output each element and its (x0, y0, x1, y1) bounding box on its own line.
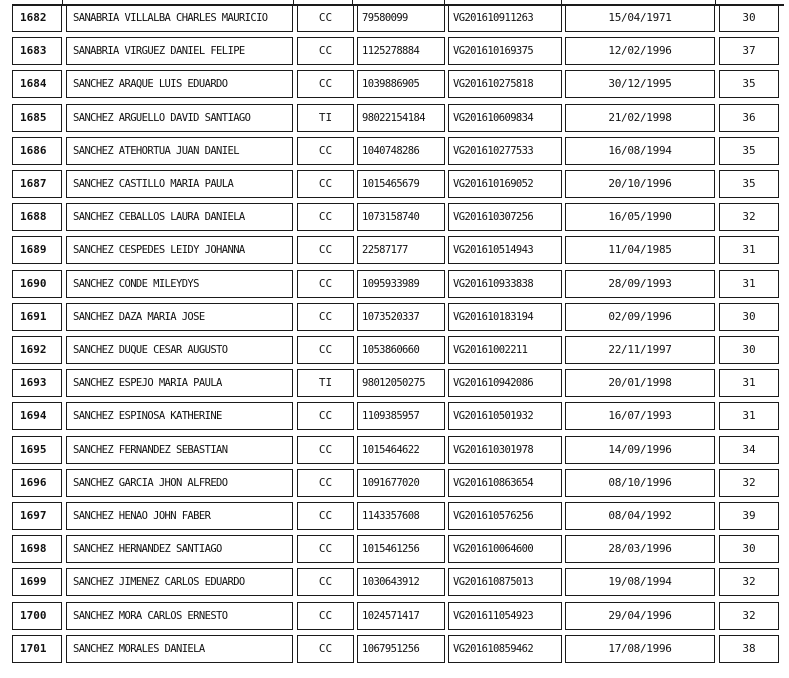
age-value: 39 (719, 502, 779, 530)
age-value: 31 (719, 369, 779, 397)
age-value: 30 (719, 535, 779, 563)
document-number: 1109385957 (357, 402, 445, 430)
document-type: CC (297, 70, 354, 98)
row-number: 1692 (12, 336, 62, 364)
row-number: 1694 (12, 402, 62, 430)
registration-code: VG201610169375 (448, 37, 562, 65)
registration-code: VG201610301978 (448, 436, 562, 464)
full-name: SANCHEZ JIMENEZ CARLOS EDUARDO (66, 568, 293, 596)
document-type: CC (297, 502, 354, 530)
birth-date: 16/08/1994 (565, 137, 715, 165)
full-name: SANCHEZ ATEHORTUA JUAN DANIEL (66, 137, 293, 165)
full-name: SANCHEZ ARGUELLO DAVID SANTIAGO (66, 104, 293, 132)
full-name: SANCHEZ MORA CARLOS ERNESTO (66, 602, 293, 630)
birth-date: 17/08/1996 (565, 635, 715, 663)
birth-date: 28/03/1996 (565, 535, 715, 563)
full-name: SANCHEZ CASTILLO MARIA PAULA (66, 170, 293, 198)
full-name: SANCHEZ ESPINOSA KATHERINE (66, 402, 293, 430)
document-type: CC (297, 602, 354, 630)
registration-code: VG201611054923 (448, 602, 562, 630)
full-name: SANCHEZ MORALES DANIELA (66, 635, 293, 663)
document-type: CC (297, 137, 354, 165)
row-number: 1700 (12, 602, 62, 630)
row-number: 1686 (12, 137, 62, 165)
birth-date: 20/10/1996 (565, 170, 715, 198)
full-name: SANCHEZ HERNANDEZ SANTIAGO (66, 535, 293, 563)
age-value: 32 (719, 469, 779, 497)
full-name: SANCHEZ CESPEDES LEIDY JOHANNA (66, 236, 293, 264)
full-name: SANCHEZ FERNANDEZ SEBASTIAN (66, 436, 293, 464)
document-type: CC (297, 336, 354, 364)
document-number: 1067951256 (357, 635, 445, 663)
full-name: SANCHEZ ARAQUE LUIS EDUARDO (66, 70, 293, 98)
age-value: 32 (719, 568, 779, 596)
row-number: 1682 (12, 4, 62, 32)
age-value: 30 (719, 336, 779, 364)
age-value: 34 (719, 436, 779, 464)
document-type: CC (297, 402, 354, 430)
age-value: 30 (719, 303, 779, 331)
registration-code: VG201610514943 (448, 236, 562, 264)
age-value: 32 (719, 602, 779, 630)
registration-code: VG201610277533 (448, 137, 562, 165)
row-number: 1688 (12, 203, 62, 231)
registration-code: VG201610576256 (448, 502, 562, 530)
row-number: 1689 (12, 236, 62, 264)
age-value: 31 (719, 270, 779, 298)
full-name: SANABRIA VIRGUEZ DANIEL FELIPE (66, 37, 293, 65)
full-name: SANCHEZ DAZA MARIA JOSE (66, 303, 293, 331)
document-type: CC (297, 635, 354, 663)
birth-date: 19/08/1994 (565, 568, 715, 596)
document-type: CC (297, 170, 354, 198)
age-value: 36 (719, 104, 779, 132)
row-number: 1687 (12, 170, 62, 198)
row-number: 1691 (12, 303, 62, 331)
row-number: 1693 (12, 369, 62, 397)
row-number: 1683 (12, 37, 62, 65)
registration-code: VG201610933838 (448, 270, 562, 298)
full-name: SANCHEZ CONDE MILEYDYS (66, 270, 293, 298)
registration-code: VG201610863654 (448, 469, 562, 497)
birth-date: 12/02/1996 (565, 37, 715, 65)
document-number: 1030643912 (357, 568, 445, 596)
registration-code: VG201610169052 (448, 170, 562, 198)
document-type: CC (297, 436, 354, 464)
document-number: 1073520337 (357, 303, 445, 331)
document-type: CC (297, 535, 354, 563)
document-type: CC (297, 236, 354, 264)
document-type: TI (297, 104, 354, 132)
document-number: 1095933989 (357, 270, 445, 298)
full-name: SANCHEZ CEBALLOS LAURA DANIELA (66, 203, 293, 231)
full-name: SANCHEZ DUQUE CESAR AUGUSTO (66, 336, 293, 364)
document-number: 22587177 (357, 236, 445, 264)
birth-date: 16/07/1993 (565, 402, 715, 430)
birth-date: 15/04/1971 (565, 4, 715, 32)
document-number: 1091677020 (357, 469, 445, 497)
document-number: 1039886905 (357, 70, 445, 98)
registration-code: VG201610911263 (448, 4, 562, 32)
row-number: 1697 (12, 502, 62, 530)
registration-code: VG201610501932 (448, 402, 562, 430)
age-value: 35 (719, 70, 779, 98)
row-number: 1685 (12, 104, 62, 132)
registration-code: VG20161002211 (448, 336, 562, 364)
row-number: 1696 (12, 469, 62, 497)
registration-code: VG201610859462 (448, 635, 562, 663)
document-number: 1053860660 (357, 336, 445, 364)
document-number: 1125278884 (357, 37, 445, 65)
document-number: 1073158740 (357, 203, 445, 231)
registration-code: VG201610064600 (448, 535, 562, 563)
row-number: 1701 (12, 635, 62, 663)
age-value: 35 (719, 170, 779, 198)
birth-date: 11/04/1985 (565, 236, 715, 264)
registration-code: VG201610183194 (448, 303, 562, 331)
birth-date: 22/11/1997 (565, 336, 715, 364)
document-type: CC (297, 37, 354, 65)
registration-code: VG201610942086 (448, 369, 562, 397)
document-number: 1040748286 (357, 137, 445, 165)
birth-date: 14/09/1996 (565, 436, 715, 464)
birth-date: 30/12/1995 (565, 70, 715, 98)
registration-code: VG201610307256 (448, 203, 562, 231)
document-type: CC (297, 270, 354, 298)
registration-code: VG201610875013 (448, 568, 562, 596)
birth-date: 28/09/1993 (565, 270, 715, 298)
birth-date: 02/09/1996 (565, 303, 715, 331)
document-number: 1143357608 (357, 502, 445, 530)
birth-date: 16/05/1990 (565, 203, 715, 231)
document-type: CC (297, 303, 354, 331)
registration-code: VG201610609834 (448, 104, 562, 132)
row-number: 1699 (12, 568, 62, 596)
document-type: CC (297, 203, 354, 231)
age-value: 31 (719, 402, 779, 430)
age-value: 35 (719, 137, 779, 165)
full-name: SANCHEZ HENAO JOHN FABER (66, 502, 293, 530)
document-number: 1024571417 (357, 602, 445, 630)
row-number: 1698 (12, 535, 62, 563)
document-number: 98022154184 (357, 104, 445, 132)
age-value: 30 (719, 4, 779, 32)
age-value: 38 (719, 635, 779, 663)
document-type: TI (297, 369, 354, 397)
document-number: 1015465679 (357, 170, 445, 198)
document-number: 1015464622 (357, 436, 445, 464)
age-value: 37 (719, 37, 779, 65)
full-name: SANCHEZ GARCIA JHON ALFREDO (66, 469, 293, 497)
row-number: 1690 (12, 270, 62, 298)
age-value: 32 (719, 203, 779, 231)
document-number: 98012050275 (357, 369, 445, 397)
full-name: SANCHEZ ESPEJO MARIA PAULA (66, 369, 293, 397)
document-number: 79580099 (357, 4, 445, 32)
document-type: CC (297, 4, 354, 32)
birth-date: 08/04/1992 (565, 502, 715, 530)
birth-date: 29/04/1996 (565, 602, 715, 630)
document-type: CC (297, 568, 354, 596)
row-number: 1684 (12, 70, 62, 98)
birth-date: 21/02/1998 (565, 104, 715, 132)
document-number: 1015461256 (357, 535, 445, 563)
age-value: 31 (719, 236, 779, 264)
birth-date: 08/10/1996 (565, 469, 715, 497)
birth-date: 20/01/1998 (565, 369, 715, 397)
full-name: SANABRIA VILLALBA CHARLES MAURICIO (66, 4, 293, 32)
document-type: CC (297, 469, 354, 497)
registration-code: VG201610275818 (448, 70, 562, 98)
row-number: 1695 (12, 436, 62, 464)
